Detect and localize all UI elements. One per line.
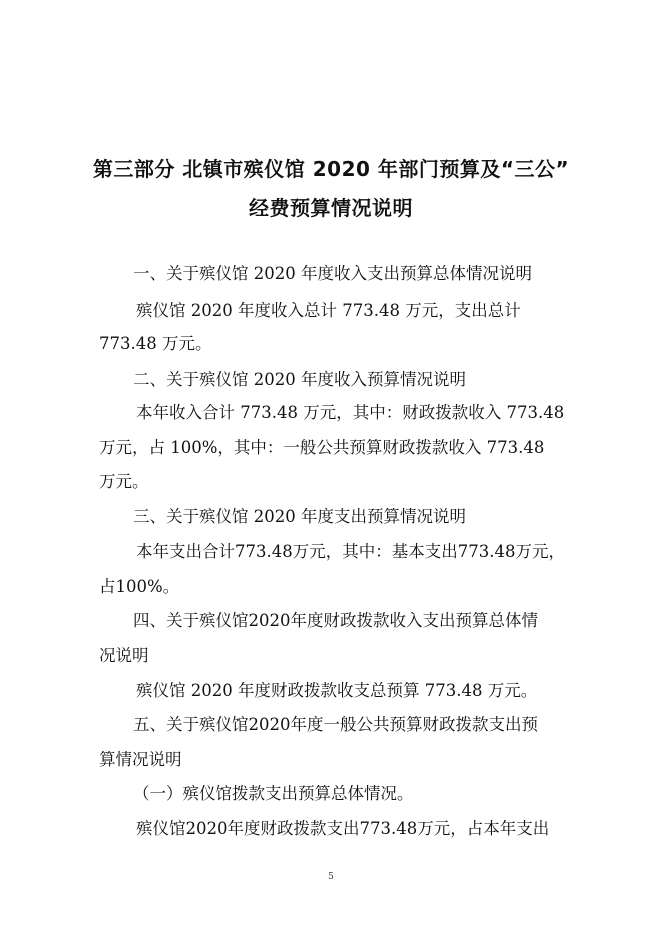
heading-section-2: 二、关于殡仪馆 2020 年度收入预算情况说明 <box>133 370 466 389</box>
paragraph-line: 本年支出合计773.48万元，其中：基本支出773.48万元， <box>136 542 565 561</box>
paragraph-line: 殡仪馆 2020 年度收入总计 773.48 万元，支出总计 <box>136 301 521 320</box>
paragraph-line: 本年收入合计 773.48 万元，其中：财政拨款收入 773.48 <box>136 403 565 422</box>
heading-section-4-cont: 况说明 <box>99 646 149 665</box>
document-title-line-2: 经费预算情况说明 <box>249 196 413 220</box>
paragraph-line: 万元。 <box>99 472 149 491</box>
heading-section-5-cont: 算情况说明 <box>99 750 182 769</box>
paragraph-line: 773.48 万元。 <box>99 334 212 353</box>
heading-section-1: 一、关于殡仪馆 2020 年度收入支出预算总体情况说明 <box>133 264 532 283</box>
paragraph-line: 占100%。 <box>99 577 180 596</box>
paragraph-line: 殡仪馆2020年度财政拨款支出773.48万元，占本年支出 <box>136 819 550 838</box>
paragraph-line: 万元，占 100%，其中：一般公共预算财政拨款收入 773.48 <box>99 438 545 457</box>
heading-section-3: 三、关于殡仪馆 2020 年度支出预算情况说明 <box>133 507 466 526</box>
subheading-1: （一）殡仪馆拨款支出预算总体情况。 <box>133 784 414 803</box>
heading-section-4: 四、关于殡仪馆2020年度财政拨款收入支出预算总体情 <box>133 611 538 630</box>
paragraph-line: 殡仪馆 2020 年度财政拨款收支总预算 773.48 万元。 <box>136 681 538 700</box>
document-title-line-1: 第三部分 北镇市殡仪馆 2020 年部门预算及“三公” <box>92 157 570 181</box>
page-number: 5 <box>328 872 334 882</box>
heading-section-5: 五、关于殡仪馆2020年度一般公共预算财政拨款支出预 <box>133 715 538 734</box>
